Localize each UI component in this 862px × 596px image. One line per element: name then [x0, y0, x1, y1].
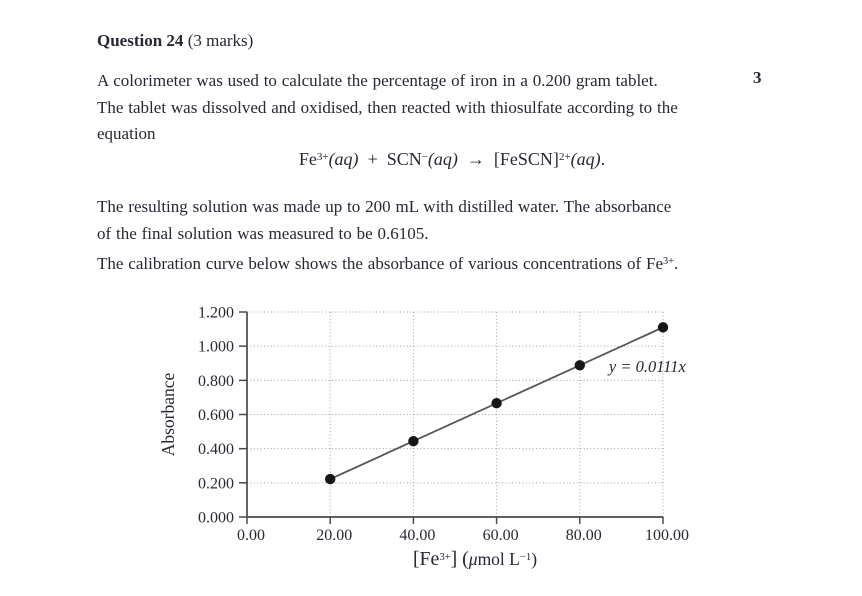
x-axis-title	[267, 548, 683, 571]
data-point	[325, 474, 335, 484]
y-tick-label: 0.200	[198, 475, 234, 493]
data-point	[575, 360, 585, 370]
x-title-part: [Fe	[412, 548, 440, 570]
trendline-equation-label: y = 0.0111x	[608, 356, 686, 376]
y-axis-title: Absorbance	[158, 372, 178, 457]
y-tick-label: 1.000	[198, 338, 234, 356]
reactant-2: SCN	[386, 149, 422, 169]
paragraph-line: A colorimeter was used to calculate the percentage of iron in a 0.200 gram tablet.	[97, 71, 658, 90]
x-title-part: ] (	[450, 548, 469, 570]
y-tick-label: 1.200	[198, 304, 234, 322]
reactant-2-charge: −	[421, 150, 428, 163]
x-tick-label: 100.00	[645, 527, 689, 544]
data-point	[491, 398, 501, 408]
plus-sign: +	[367, 149, 378, 169]
state-symbol: (aq)	[570, 149, 601, 169]
paragraph-period: .	[674, 254, 679, 273]
equation-period: .	[600, 149, 606, 169]
y-tick-label: 0.400	[198, 441, 234, 459]
reaction-arrow: →	[466, 149, 485, 169]
paragraph-line: The tablet was dissolved and oxidised, then reacted with thiosulfate according to the	[97, 97, 678, 117]
data-point	[408, 436, 418, 446]
reactant-1-charge: 3+	[316, 150, 329, 163]
ion-charge: 3+	[663, 256, 675, 268]
marks-indicator: 3	[753, 68, 762, 87]
page-title	[97, 31, 253, 51]
state-symbol: (aq)	[328, 149, 359, 169]
paragraph-solution	[97, 194, 671, 247]
paragraph-line: The resulting solution was made up to 200 mL with distilled water. The absorbance	[97, 197, 672, 216]
calibration-chart	[140, 290, 750, 596]
paragraph-line	[97, 251, 678, 278]
question-marks: (3 marks)	[183, 31, 254, 50]
paragraph-intro	[97, 68, 678, 148]
product: [FeSCN]	[493, 149, 559, 169]
x-tick-label: 40.00	[399, 527, 436, 544]
paragraph-line: equation	[97, 124, 156, 143]
x-title-superscript: 3+	[439, 550, 451, 563]
x-title-part: )	[531, 549, 538, 569]
paragraph-calibration	[97, 251, 678, 278]
data-point	[658, 322, 668, 332]
paragraph-text: The calibration curve below shows the absorbance of various concentrations of Fe	[97, 254, 663, 273]
product-charge: 2+	[558, 150, 571, 163]
chemical-equation	[97, 149, 807, 170]
x-tick-label: 60.00	[482, 527, 519, 544]
x-tick-label: 0.00	[237, 527, 265, 544]
x-title-part: mol L	[477, 549, 520, 569]
state-symbol: (aq)	[427, 149, 458, 169]
micro-symbol: μ	[468, 549, 478, 569]
y-tick-label: 0.800	[198, 372, 234, 390]
x-tick-label: 80.00	[565, 527, 602, 544]
y-tick-label: 0.600	[198, 407, 234, 424]
x-tick-label: 20.00	[316, 527, 353, 544]
reactant-1: Fe	[298, 149, 317, 169]
x-title-exponent: −1	[519, 550, 532, 563]
question-number: Question 24	[97, 31, 184, 50]
chart-canvas	[140, 290, 750, 548]
paragraph-line: of the final solution was measured to be 0.6105.	[97, 223, 429, 243]
y-tick-label: 0.000	[198, 509, 234, 527]
